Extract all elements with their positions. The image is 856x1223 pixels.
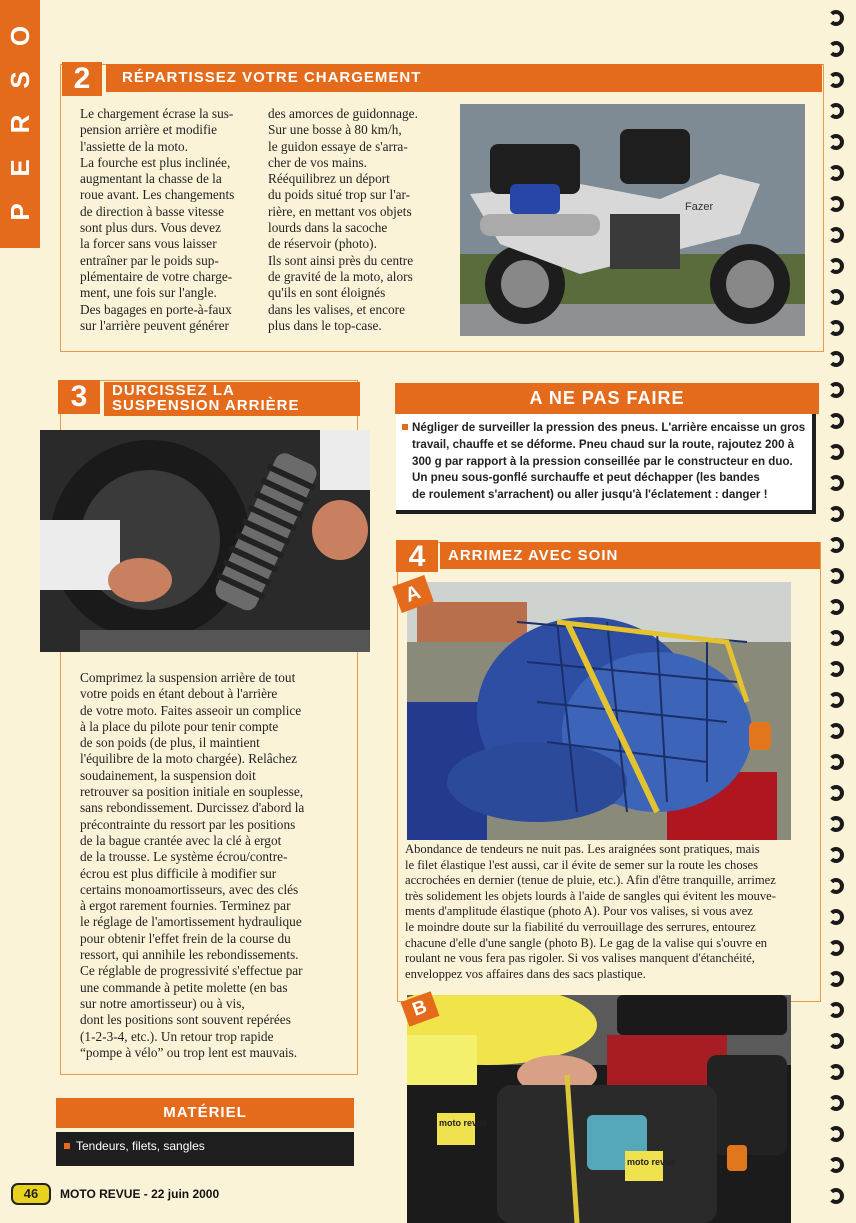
section-2-title — [106, 64, 822, 92]
section-2-col-1-line: de direction à basse vitesse — [80, 203, 224, 219]
ne-pas-faire-title: A NE PAS FAIRE — [529, 388, 685, 408]
section-3-body-line: pour obtenir l'effet frein de la course du — [80, 930, 291, 946]
bag-brand-text-2: moto revue — [627, 1157, 676, 1167]
section-2-col-2-line: dans les valises, et encore — [268, 301, 405, 317]
section-4-caption-line: enveloppez vos affaires dans des sacs plastique. — [405, 966, 646, 981]
ne-pas-faire-header — [395, 383, 819, 414]
section-2-col-2-line: lourds dans la sacoche — [268, 220, 388, 236]
section-3-body-line: “pompe à vélo” ou trop lent est mauvais. — [80, 1044, 298, 1060]
spiral-ring — [828, 258, 844, 274]
section-2-title-text: RÉPARTISSEZ VOTRE CHARGEMENT — [122, 69, 422, 86]
section-2-col-1-line: Des bagages en porte-à-faux — [80, 301, 232, 317]
spiral-ring — [828, 940, 844, 956]
spiral-ring — [828, 847, 844, 863]
materiel-item: Tendeurs, filets, sangles — [76, 1139, 205, 1153]
materiel-title: MATÉRIEL — [163, 1104, 247, 1121]
spiral-ring — [828, 72, 844, 88]
section-3-body-line: à ergot rarement fournies. Terminez par — [80, 898, 291, 914]
spiral-ring — [828, 1064, 844, 1080]
ne-pas-faire-line-text: Négliger de surveiller la pression des pneus. L'arrière encaisse un gros — [412, 421, 806, 434]
spiral-ring — [828, 1188, 844, 1204]
section-3-body-line: le réglage de l'amortissement hydraulique — [80, 914, 302, 930]
ne-pas-faire-body — [402, 420, 814, 504]
ne-pas-faire-line — [402, 437, 814, 454]
spiral-ring — [828, 289, 844, 305]
section-4-title-text: ARRIMEZ AVEC SOIN — [448, 547, 619, 564]
ne-pas-faire-line-text: Un pneu sous-gonflé surchauffe et peut déchapper (les bandes — [412, 471, 760, 485]
ne-pas-faire-line — [402, 470, 814, 487]
section-4-caption-line: Abondance de tendeurs ne nuit pas. Les araignées sont pratiques, mais — [405, 842, 760, 856]
section-2-col-2-line: le guidon essaye de s'arra- — [268, 138, 408, 154]
section-4-caption-line: accrochées en dernier (tenue de pluie, etc.). Afin d'être tranquille, arrimez — [405, 873, 776, 888]
section-3-body-line: une commande à petite molette (en bas — [80, 979, 288, 995]
section-2-col-2-line: du poids situé trop sur l'ar- — [268, 187, 411, 203]
section-2-photo-motorcycle — [460, 104, 805, 336]
ne-pas-faire-line — [402, 420, 814, 437]
spiral-ring — [828, 165, 844, 181]
spiral-ring — [828, 413, 844, 429]
section-3-number: 3 — [58, 380, 100, 414]
section-3-body — [80, 670, 350, 1061]
section-3-body-line: écrou est plus difficile à modifier sur — [80, 865, 277, 881]
ne-pas-faire-line-text: travail, chauffe et se déforme. Pneu chaud sur la route, rajoutez 200 à — [412, 437, 795, 451]
section-2-col-1-line: ment, une fois sur l'angle. — [80, 285, 217, 301]
section-2-photo-brand-text: Fazer — [685, 201, 714, 213]
section-4-caption-line: roulant ne vous fera pas rigoler. Si vos valises manquent d'étanchéité, — [405, 951, 755, 966]
ne-pas-faire-line-text: 300 g par rapport à la pression conseillée par le constructeur en duo. — [412, 454, 793, 468]
side-tab-letter: O — [5, 25, 35, 47]
page-number: 46 — [23, 1186, 39, 1201]
bullet-square-icon — [402, 424, 408, 430]
spiral-ring — [828, 382, 844, 398]
spiral-ring — [828, 196, 844, 212]
section-2-col-1-line: plémentaire de votre charge- — [80, 268, 233, 284]
section-3-body-line: de votre moto. Faites asseoir un complice — [80, 702, 302, 718]
section-3-body-line: de la bague crantée avec la clé à ergot — [80, 832, 282, 848]
section-3-title-line-2: SUSPENSION ARRIÈRE — [112, 397, 300, 414]
materiel-header — [56, 1098, 354, 1128]
section-3-body-line: votre poids en étant debout à l'arrière — [80, 686, 278, 702]
spiral-ring — [828, 10, 844, 26]
spiral-ring — [828, 723, 844, 739]
photo-b-label: B — [409, 996, 430, 1021]
section-2-col-2-line: Ils sont ainsi près du centre — [268, 252, 414, 268]
section-3-body-line: sans rebondissement. Durcissez d'abord la — [80, 800, 305, 816]
section-2-col-1-line: entraîner par le poids sup- — [80, 252, 219, 268]
section-4-caption-line: le filet élastique l'est aussi, car il évite de semer sur la route les choses — [405, 857, 759, 872]
section-2-col-1-line: l'assiette de la moto. — [80, 138, 189, 154]
section-2-col-2-line: cher de vos mains. — [268, 154, 367, 170]
section-3-body-line: soudainement, la suspension doit — [80, 767, 256, 783]
section-2-col-1 — [80, 106, 262, 334]
spiral-ring — [828, 971, 844, 987]
section-2-col-1-line: pension arrière et modifie — [80, 122, 217, 138]
spiral-ring — [828, 1033, 844, 1049]
section-2-col-2-line: des amorces de guidonnage. — [268, 106, 418, 121]
ne-pas-faire-line — [402, 487, 814, 504]
spiral-ring — [828, 134, 844, 150]
section-2-col-2-line: rière, en mettant vos objets — [268, 203, 412, 219]
section-2-col-2-line: de gravité de la moto, alors — [268, 268, 413, 284]
section-4-title — [440, 542, 820, 569]
section-3-body-line: de son poids (de plus, il maintient — [80, 735, 260, 751]
materiel-item-box — [56, 1132, 354, 1166]
section-2-number: 2 — [62, 62, 102, 96]
section-3-body-line: certains monoamortisseurs, avec des clés — [80, 881, 299, 897]
section-3-photo-shock-absorber — [40, 430, 370, 652]
ne-pas-faire-line-text: de roulement s'arrachent) ou aller jusqu'à l'éclatement : danger ! — [412, 488, 768, 502]
section-2-col-1-line: Le chargement écrase la sus- — [80, 106, 234, 121]
spiral-ring — [828, 475, 844, 491]
spiral-ring — [828, 506, 844, 522]
section-2-col-1-line: roue avant. Les changements — [80, 187, 235, 203]
spiral-ring — [828, 630, 844, 646]
side-tab-letter: S — [5, 71, 35, 89]
spiral-ring — [828, 909, 844, 925]
section-2-col-2-line: Rééquilibrez un déport — [268, 171, 390, 187]
section-4-photo-a-net — [407, 582, 791, 840]
footer-publication: MOTO REVUE - 22 juin 2000 — [60, 1187, 220, 1201]
spiral-ring — [828, 785, 844, 801]
section-3-body-line: à la place du pilote pour tenir compte — [80, 718, 279, 734]
section-3-body-line: précontrainte du ressort par les positions — [80, 816, 296, 832]
side-tab-letter: P — [5, 203, 35, 221]
section-3-body-line: de la trousse. Le système écrou/contre- — [80, 849, 288, 865]
ne-pas-faire-line — [402, 454, 814, 471]
section-2-col-1-line: La fourche est plus inclinée, — [80, 154, 231, 170]
spiral-ring — [828, 661, 844, 677]
section-3-body-line: l'équilibre de la moto chargée). Relâchez — [80, 751, 298, 767]
section-3-body-line: retrouver sa position initiale en souplesse, — [80, 784, 304, 800]
spiral-ring — [828, 320, 844, 336]
section-3-body-line: Ce réglable de progressivité s'effectue par — [80, 963, 303, 979]
section-2-col-2-line: de réservoir (photo). — [268, 236, 377, 252]
spiral-ring — [828, 227, 844, 243]
photo-a-label: A — [402, 581, 424, 607]
spiral-binding — [828, 10, 850, 1215]
section-2-col-2-line: plus dans le top-case. — [268, 317, 382, 333]
spiral-ring — [828, 41, 844, 57]
spiral-ring — [828, 878, 844, 894]
spiral-ring — [828, 1002, 844, 1018]
spiral-ring — [828, 537, 844, 553]
section-3-body-line: (1-2-3-4, etc.). Un retour trop rapide — [80, 1028, 274, 1044]
side-tab-letter: R — [5, 114, 35, 134]
section-2-col-1-line: sur l'arrière peuvent générer — [80, 317, 229, 333]
section-4-caption — [405, 842, 817, 982]
spiral-ring — [828, 1126, 844, 1142]
spiral-ring — [828, 568, 844, 584]
spiral-ring — [828, 754, 844, 770]
section-3-body-line: ressort, qui annihile les rebondissements. — [80, 947, 299, 963]
section-2-col-2-line: Sur une bosse à 80 km/h, — [268, 122, 402, 138]
section-2-col-1-line: la forcer sans vous laisser — [80, 236, 217, 252]
section-4-caption-line: ments d'amplitude élastique (photo A). Pour vos valises, si vous avez — [405, 904, 753, 919]
spiral-ring — [828, 599, 844, 615]
spiral-ring — [828, 816, 844, 832]
bullet-square-icon — [64, 1143, 70, 1149]
section-4-photo-b-suitcase — [407, 995, 791, 1223]
section-2-col-2-line: qu'ils en sont éloignés — [268, 285, 386, 301]
spiral-ring — [828, 1157, 844, 1173]
section-2-col-2 — [268, 106, 450, 334]
section-3-title — [104, 382, 360, 416]
spiral-ring — [828, 103, 844, 119]
section-3-title-line-1: DURCISSEZ LA — [112, 382, 235, 399]
bag-brand-text-1: moto revue — [439, 1118, 488, 1128]
section-2-col-1-line: augmentant la chasse de la — [80, 171, 222, 187]
section-4-caption-line: très solidement les objets lourds à l'aide de sangles qui évitent les mouve- — [405, 888, 776, 903]
spiral-ring — [828, 351, 844, 367]
section-3-body-line: sur notre amortisseur) ou à vis, — [80, 995, 245, 1011]
section-side-tab — [0, 0, 40, 248]
section-4-caption-line: chacune d'elle d'une sangle (photo B). Le gag de la valise qui s'ouvre en — [405, 935, 768, 950]
spiral-ring — [828, 444, 844, 460]
section-3-body-line: Comprimez la suspension arrière de tout — [80, 670, 296, 685]
section-4-caption-line: le moindre doute sur la fiabilité du verrouillage des serrures, entourez — [405, 919, 756, 934]
section-3-body-line: dont les positions sont souvent repérées — [80, 1012, 291, 1028]
spiral-ring — [828, 1095, 844, 1111]
side-tab-letter: E — [5, 159, 35, 177]
section-2-col-1-line: sont plus durs. Vous devez — [80, 220, 221, 236]
page-number-badge — [11, 1183, 51, 1205]
section-4-number: 4 — [396, 540, 438, 572]
spiral-ring — [828, 692, 844, 708]
